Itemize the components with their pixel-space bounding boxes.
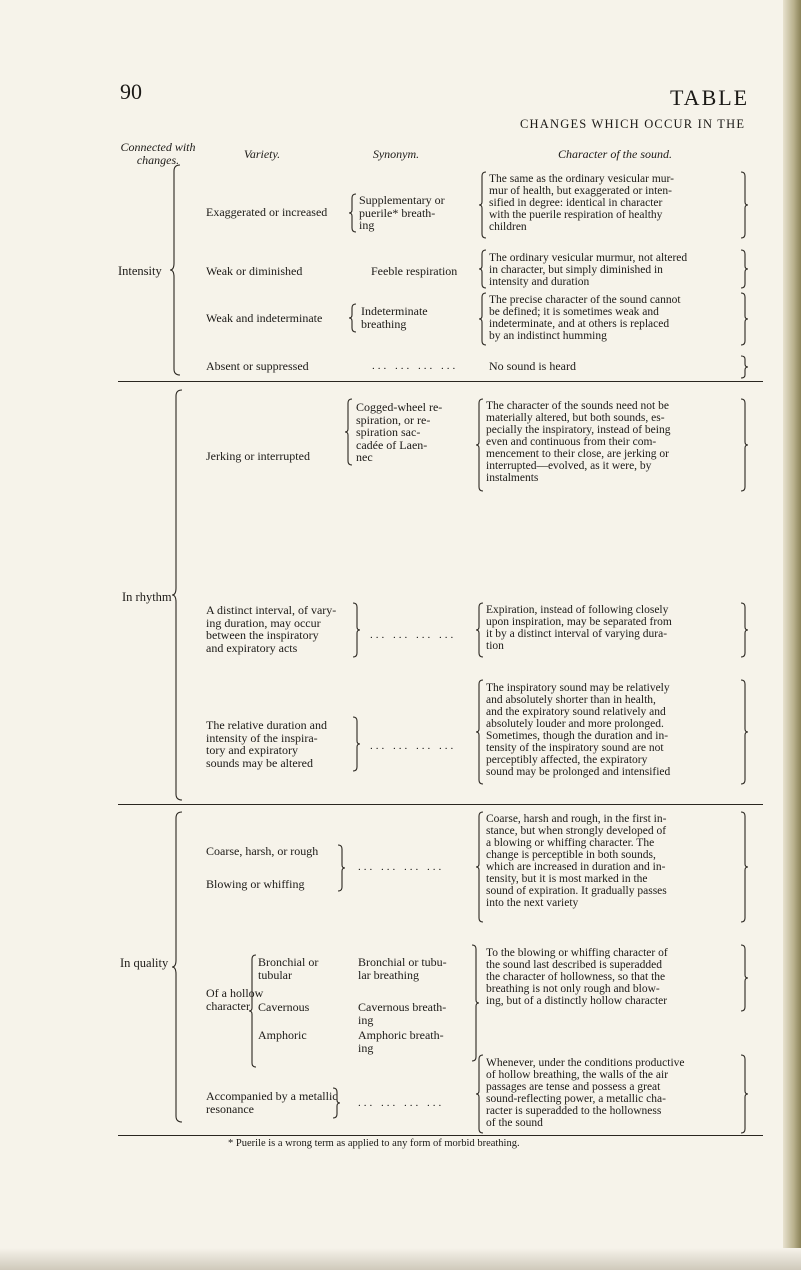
brace-character-distinct-interval-left <box>476 603 484 657</box>
brace-character-relative-duration-right <box>741 680 749 784</box>
synonym-relative-duration-leaders: ... ... ... ... <box>370 740 457 752</box>
table-subtitle: CHANGES WHICH OCCUR IN THE <box>520 117 746 131</box>
brace-character-weak-left <box>479 250 487 288</box>
group-label-rhythm: In rhythm <box>122 590 172 604</box>
brace-synonym-exaggerated <box>349 194 357 232</box>
synonym-coarse-leaders: ... ... ... ... <box>358 861 445 873</box>
variety-exaggerated: Exaggerated or increased <box>206 205 328 219</box>
variety-blowing: Blowing or whiffing <box>206 877 305 891</box>
brace-synonym-hollow-right <box>472 945 480 1061</box>
brace-character-coarse-right <box>741 812 749 922</box>
brace-variety-coarse-right <box>338 845 346 891</box>
synonym-absent-leaders: ... ... ... ... <box>372 360 459 372</box>
group-label-quality: In quality <box>120 956 169 970</box>
brace-character-exaggerated-right <box>741 172 749 238</box>
section-rule-1 <box>118 381 763 382</box>
character-jerking: The character of the sounds need not be materially altered, but both sounds, es- pecially the inspiratory, instead of being even and continuous from their com- mencement to their close, are jerking or interrupted—evolved, as it were, by instalments <box>486 400 671 484</box>
section-rule-2 <box>118 804 763 805</box>
synonym-bronchial: Bronchial or tubu- lar breathing <box>358 955 447 982</box>
synonym-amphoric: Amphoric breath- ing <box>358 1028 444 1055</box>
character-absent: No sound is heard <box>489 359 576 373</box>
subtype-cavernous: Cavernous <box>258 1000 310 1014</box>
synonym-exaggerated: Supplementary or puerile* breath- ing <box>359 193 445 232</box>
group-label-intensity: Intensity <box>118 264 162 278</box>
group-brace-intensity <box>170 165 182 375</box>
variety-jerking-label: Jerking or interrupted <box>206 449 310 463</box>
character-relative-duration: The inspiratory sound may be relatively and absolutely shorter than in health, and the expiratory sound relatively and absolutely louder and more prolonged. Sometimes, though the duration and in- tensity of the inspiratory sound are not perceptibly affected, the expiratory sound may be prolonged and intensified <box>486 682 671 778</box>
running-title: TABLE <box>670 85 750 110</box>
character-distinct-interval: Expiration, instead of following closely upon inspiration, may be separated from it by a distinct interval of varying dura- tion <box>486 604 672 652</box>
variety-weak-indeterminate: Weak and indeterminate <box>206 311 323 325</box>
variety-absent: Absent or suppressed <box>206 359 309 373</box>
synonym-jerking: Cogged-wheel re- spiration, or re- spiration sac- cadée of Laen- nec <box>356 400 443 464</box>
variety-weak: Weak or diminished <box>206 264 303 278</box>
brace-character-jerking-right <box>741 399 749 491</box>
character-hollow: To the blowing or whiffing character of the sound last described is superadded the character of hollowness, so that the breathing is not only rough and blow- ing, but of a distinctly hollow character <box>486 947 668 1007</box>
variety-relative-duration: The relative duration and intensity of the inspira- tory and expiratory sounds may be altered <box>206 718 327 770</box>
synonym-metallic-leaders: ... ... ... ... <box>358 1097 445 1109</box>
header-character-of-sound: Character of the sound. <box>558 147 672 161</box>
variety-metallic: Accompanied by a metallic resonance <box>206 1089 338 1116</box>
brace-character-exaggerated-left <box>479 172 487 238</box>
page-edge-shadow <box>783 0 801 1270</box>
brace-variety-distinct-interval-right <box>353 603 361 657</box>
header-connected-with-changes: Connected with changes. <box>120 140 196 167</box>
character-exaggerated: The same as the ordinary vesicular mur- mur of health, but exaggerated or inten- sified in degree: identical in character with the puerile respiration of healthy children <box>489 173 674 233</box>
page-number: 90 <box>120 79 142 104</box>
brace-hollow-subtypes <box>249 955 257 1067</box>
character-weak-indeterminate: The precise character of the sound cannot be defined; it is sometimes weak and indeterminate, and at others is replaced by an indistinct humming <box>489 294 681 342</box>
brace-character-weak-indeterminate-right <box>741 293 749 345</box>
character-weak: The ordinary vesicular murmur, not altered in character, but simply diminished in intensity and duration <box>489 252 688 288</box>
brace-character-hollow-right <box>741 945 749 1011</box>
brace-character-coarse-left <box>476 812 484 922</box>
brace-character-jerking-left <box>476 399 484 491</box>
variety-distinct-interval: A distinct interval, of vary- ing duration, may occur between the inspiratory and expiratory acts <box>206 603 337 655</box>
synonym-distinct-interval-leaders: ... ... ... ... <box>370 629 457 641</box>
variety-hollow: Of a hollow character <box>206 986 264 1013</box>
character-coarse: Coarse, harsh and rough, in the first in- stance, but when strongly developed of a blowing or whiffing character. The change is perceptible in both sounds, which are increased in duration and in- tensity, but it is most marked in the sound of expiration. It gradually passes into the next variety <box>486 813 667 909</box>
page-bottom-shadow <box>0 1248 801 1270</box>
brace-character-metallic-right <box>741 1055 749 1133</box>
synonym-weak: Feeble respiration <box>371 264 458 278</box>
brace-variety-metallic-right <box>333 1088 341 1118</box>
brace-character-metallic-left <box>476 1055 484 1133</box>
group-brace-quality <box>172 812 184 1122</box>
brace-character-distinct-interval-right <box>741 603 749 657</box>
subtype-amphoric: Amphoric <box>258 1028 307 1042</box>
brace-synonym-jerking <box>345 399 353 465</box>
brace-synonym-weak-indeterminate <box>349 304 357 332</box>
synonym-weak-indeterminate: Indeterminate breathing <box>361 304 428 331</box>
header-variety: Variety. <box>243 147 281 161</box>
header-synonym: Synonym. <box>372 147 420 161</box>
footnote-rule <box>118 1135 763 1136</box>
brace-character-relative-duration-left <box>476 680 484 784</box>
synonym-cavernous: Cavernous breath- ing <box>358 1000 447 1027</box>
subtype-bronchial: Bronchial or tubular <box>258 955 319 982</box>
character-metallic: Whenever, under the conditions productive of hollow breathing, the walls of the air passages are tense and possess a great sound-reflecting power, a metallic cha- racter is superadded to the hollowness of the sound <box>486 1057 685 1129</box>
brace-variety-relative-duration-right <box>353 717 361 771</box>
brace-character-weak-indeterminate-left <box>479 293 487 345</box>
brace-character-weak-right <box>741 250 749 288</box>
variety-coarse: Coarse, harsh, or rough <box>206 844 319 858</box>
footnote: * Puerile is a wrong term as applied to any form of morbid breathing. <box>228 1138 520 1149</box>
group-brace-rhythm <box>172 390 184 800</box>
brace-character-absent-right <box>741 356 749 378</box>
